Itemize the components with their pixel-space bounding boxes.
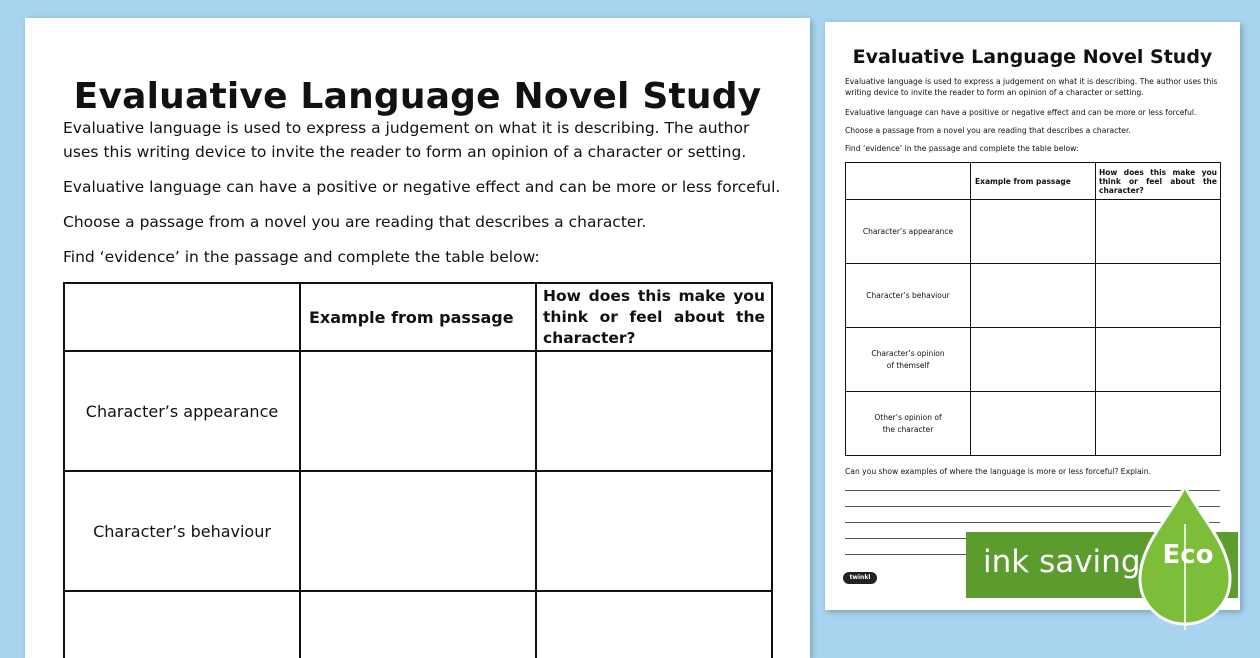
preview-title: Evaluative Language Novel Study xyxy=(852,46,1213,68)
table-cell xyxy=(1096,200,1221,264)
table-cell[interactable] xyxy=(300,471,536,591)
table-header-row xyxy=(846,163,1221,200)
intro-paragraph: Evaluative language is used to express a judgement on what it is describing. The author uses this writing device to invite the reader to form an opinion of a character or setting. xyxy=(63,119,750,161)
table-cell xyxy=(1096,328,1221,392)
table-header-feel: How does this make you think or feel about the character? xyxy=(1096,163,1221,200)
preview-effect-paragraph: Evaluative language can have a positive or negative effect and can be more or less forceful. xyxy=(845,108,1197,117)
twinkl-logo: twinkl xyxy=(843,572,877,584)
table-cell xyxy=(971,392,1096,456)
table-row xyxy=(64,471,772,591)
table-header-example: Example from passage xyxy=(971,163,1096,200)
worksheet-title: Evaluative Language Novel Study xyxy=(73,76,762,117)
ink-saving-label: ink saving xyxy=(983,544,1141,580)
table-cell xyxy=(971,264,1096,328)
table-row xyxy=(846,392,1221,456)
evidence-instruction: Find ‘evidence’ in the passage and complete the table below: xyxy=(63,248,540,266)
table-cell xyxy=(1096,392,1221,456)
table-header-feel: How does this make you think or feel about the character? xyxy=(536,283,772,351)
row-label-self-opinion: Character’s opinion of themself xyxy=(846,328,971,392)
preview-intro-paragraph: Evaluative language is used to express a judgement on what it is describing. The author uses this writing device to invite the reader to form an opinion of a character or setting. xyxy=(845,77,1218,97)
row-label-appearance: Character’s appearance xyxy=(64,351,300,471)
table-cell[interactable] xyxy=(300,591,536,658)
table-row xyxy=(64,591,772,658)
table-row xyxy=(64,351,772,471)
table-row xyxy=(846,200,1221,264)
table-cell[interactable] xyxy=(300,351,536,471)
preview-evidence-table xyxy=(845,162,1221,456)
preview-instruction-paragraph: Choose a passage from a novel you are reading that describes a character. xyxy=(845,126,1131,135)
row-label-behaviour: Character’s behaviour xyxy=(846,264,971,328)
effect-paragraph: Evaluative language can have a positive or negative effect and can be more or less forceful. xyxy=(63,178,781,196)
row-label-appearance: Character’s appearance xyxy=(846,200,971,264)
row-label-others-opinion: Other’s opinion of the character xyxy=(846,392,971,456)
table-cell xyxy=(971,328,1096,392)
table-row xyxy=(846,264,1221,328)
table-cell[interactable] xyxy=(536,591,772,658)
preview-question: Can you show examples of where the language is more or less forceful? Explain. xyxy=(845,467,1151,476)
worksheet-large xyxy=(25,18,810,658)
table-cell[interactable] xyxy=(536,471,772,591)
row-label-third xyxy=(64,591,300,658)
table-header-empty xyxy=(64,283,300,351)
table-cell[interactable] xyxy=(536,351,772,471)
eco-label: Eco xyxy=(1162,540,1214,570)
table-header-empty xyxy=(846,163,971,200)
preview-evidence-instruction: Find ‘evidence’ in the passage and complete the table below: xyxy=(845,144,1079,153)
table-header-example: Example from passage xyxy=(300,283,536,351)
table-row xyxy=(846,328,1221,392)
instruction-paragraph: Choose a passage from a novel you are reading that describes a character. xyxy=(63,213,647,231)
table-cell xyxy=(971,200,1096,264)
table-header-row xyxy=(64,283,772,351)
row-label-behaviour: Character’s behaviour xyxy=(64,471,300,591)
table-cell xyxy=(1096,264,1221,328)
evidence-table xyxy=(63,282,773,658)
